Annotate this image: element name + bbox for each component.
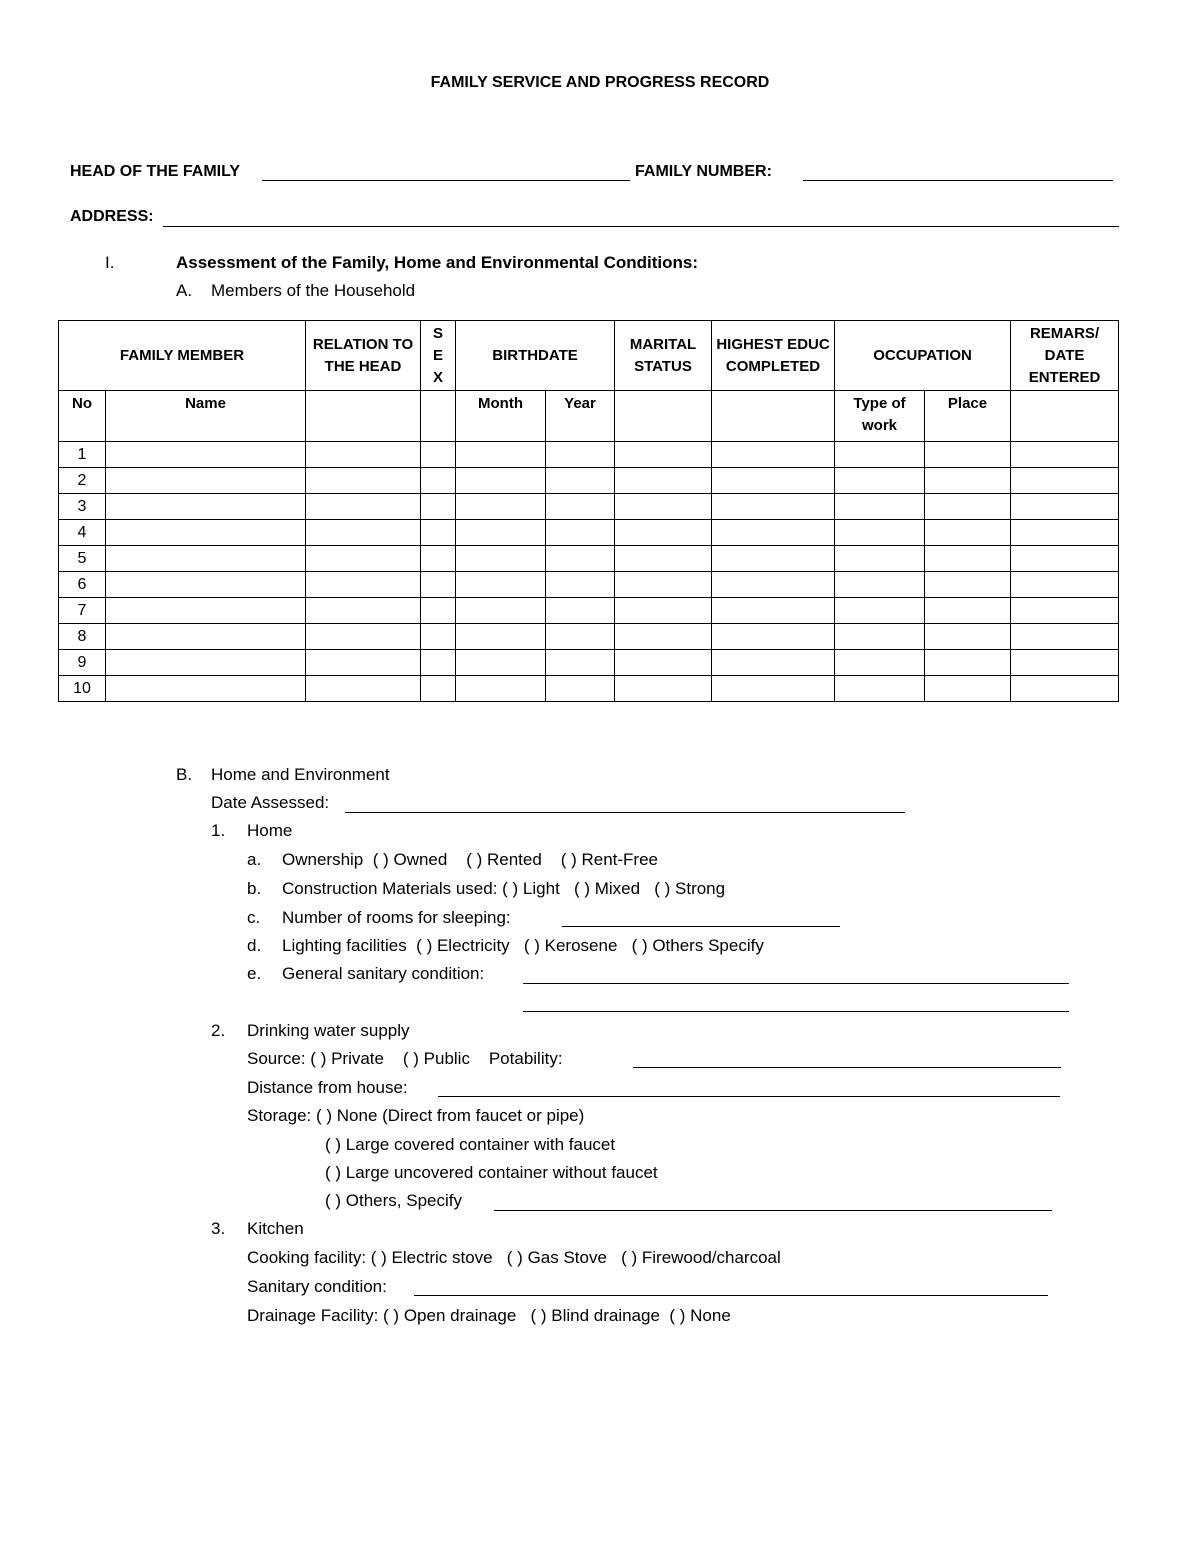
table-cell[interactable] — [615, 442, 712, 468]
table-cell[interactable] — [421, 468, 456, 494]
table-cell[interactable] — [456, 520, 546, 546]
table-cell[interactable] — [456, 494, 546, 520]
table-cell[interactable] — [456, 572, 546, 598]
table-cell[interactable] — [712, 468, 835, 494]
table-cell[interactable] — [456, 650, 546, 676]
table-cell[interactable] — [1011, 598, 1119, 624]
head-of-family-label: HEAD OF THE FAMILY — [70, 163, 241, 180]
table-cell[interactable] — [925, 546, 1011, 572]
table-cell[interactable] — [615, 624, 712, 650]
table-cell[interactable] — [106, 598, 306, 624]
sub-educ-blank — [712, 391, 835, 442]
table-cell[interactable] — [835, 494, 925, 520]
table-cell[interactable] — [835, 468, 925, 494]
table-cell[interactable] — [615, 650, 712, 676]
table-cell[interactable] — [1011, 624, 1119, 650]
water-number: 2. — [211, 1021, 226, 1040]
table-row — [59, 546, 1119, 572]
table-cell[interactable] — [421, 676, 456, 702]
table-cell[interactable] — [456, 624, 546, 650]
col-remarks: REMARS/ DATE ENTERED — [1011, 321, 1119, 391]
col-occupation: OCCUPATION — [835, 321, 1011, 391]
table-cell[interactable] — [712, 442, 835, 468]
table-cell[interactable] — [306, 520, 421, 546]
page-title: FAMILY SERVICE AND PROGRESS RECORD — [430, 74, 770, 91]
cooking-facility-options[interactable]: Cooking facility: ( ) Electric stove ( ) Gas Stove ( ) Firewood/charcoal — [247, 1248, 781, 1267]
sub-name: Name — [106, 391, 306, 442]
family-number-label: FAMILY NUMBER: — [635, 163, 772, 180]
table-cell[interactable] — [421, 546, 456, 572]
table-cell[interactable] — [421, 520, 456, 546]
table-cell[interactable] — [712, 546, 835, 572]
potability-field[interactable] — [633, 1067, 1061, 1068]
kitchen-label: Kitchen — [247, 1219, 304, 1238]
col-relation: RELATION TO THE HEAD — [306, 321, 421, 391]
table-row — [59, 494, 1119, 520]
rooms-label: Number of rooms for sleeping: — [282, 908, 511, 927]
table-cell[interactable] — [421, 572, 456, 598]
row-number: 7 — [59, 598, 106, 624]
sub-relation-blank — [306, 391, 421, 442]
col-family-member: FAMILY MEMBER — [59, 321, 306, 391]
rooms-field[interactable] — [562, 926, 840, 927]
table-row — [59, 650, 1119, 676]
table-cell[interactable] — [615, 494, 712, 520]
address-label: ADDRESS: — [70, 208, 154, 225]
table-cell[interactable] — [421, 624, 456, 650]
table-cell[interactable] — [1011, 442, 1119, 468]
table-cell[interactable] — [615, 598, 712, 624]
table-header-row — [59, 321, 1119, 391]
table-cell[interactable] — [615, 546, 712, 572]
table-cell[interactable] — [106, 442, 306, 468]
table-row — [59, 442, 1119, 468]
item-c-letter: c. — [247, 908, 261, 927]
table-cell[interactable] — [546, 650, 615, 676]
storage-others-field[interactable] — [494, 1210, 1052, 1211]
table-cell[interactable] — [1011, 650, 1119, 676]
table-cell[interactable] — [456, 676, 546, 702]
row-number: 2 — [59, 468, 106, 494]
section-b-label: Home and Environment — [211, 765, 390, 784]
storage-option-uncovered[interactable]: ( ) Large uncovered container without faucet — [325, 1163, 658, 1182]
storage-option-covered[interactable]: ( ) Large covered container with faucet — [325, 1135, 616, 1154]
table-cell[interactable] — [615, 520, 712, 546]
section-b-letter: B. — [176, 765, 193, 784]
table-cell[interactable] — [712, 520, 835, 546]
distance-field[interactable] — [438, 1096, 1060, 1097]
sub-month: Month — [456, 391, 546, 442]
table-cell[interactable] — [712, 598, 835, 624]
table-cell[interactable] — [306, 624, 421, 650]
date-assessed-label: Date Assessed: — [211, 793, 330, 812]
sanitary-condition-field-1[interactable] — [523, 983, 1069, 984]
household-members-table — [58, 320, 1119, 702]
table-cell[interactable] — [546, 572, 615, 598]
row-number: 1 — [59, 442, 106, 468]
table-cell[interactable] — [925, 468, 1011, 494]
table-cell[interactable] — [835, 546, 925, 572]
table-cell[interactable] — [106, 520, 306, 546]
item-e-letter: e. — [247, 964, 262, 983]
table-cell[interactable] — [1011, 546, 1119, 572]
row-number: 6 — [59, 572, 106, 598]
lighting-options[interactable]: Lighting facilities ( ) Electricity ( ) Kerosene ( ) Others Specify — [282, 936, 764, 955]
table-subheader-row — [59, 391, 1119, 442]
table-cell[interactable] — [106, 572, 306, 598]
sub-year: Year — [546, 391, 615, 442]
table-row — [59, 676, 1119, 702]
table-cell[interactable] — [835, 520, 925, 546]
table-cell[interactable] — [1011, 676, 1119, 702]
table-cell[interactable] — [1011, 572, 1119, 598]
table-cell[interactable] — [925, 598, 1011, 624]
row-number: 3 — [59, 494, 106, 520]
table-cell[interactable] — [835, 598, 925, 624]
sanitary-condition-field-2[interactable] — [523, 1011, 1069, 1012]
sub-sex-blank — [421, 391, 456, 442]
table-row — [59, 572, 1119, 598]
address-field[interactable] — [163, 226, 1119, 227]
sub-marital-blank — [615, 391, 712, 442]
table-cell[interactable] — [925, 650, 1011, 676]
table-cell[interactable] — [712, 494, 835, 520]
table-cell[interactable] — [615, 572, 712, 598]
storage-option-none[interactable]: Storage: ( ) None (Direct from faucet or pipe) — [247, 1106, 585, 1125]
table-cell[interactable] — [925, 494, 1011, 520]
table-cell[interactable] — [421, 650, 456, 676]
distance-label: Distance from house: — [247, 1078, 408, 1097]
family-number-field[interactable] — [803, 180, 1113, 181]
table-cell[interactable] — [306, 468, 421, 494]
table-cell[interactable] — [546, 598, 615, 624]
date-assessed-field[interactable] — [345, 812, 905, 813]
table-cell[interactable] — [421, 442, 456, 468]
table-cell[interactable] — [546, 676, 615, 702]
table-cell[interactable] — [106, 624, 306, 650]
table-row — [59, 520, 1119, 546]
kitchen-number: 3. — [211, 1219, 226, 1238]
sub-no: No — [59, 391, 106, 442]
kitchen-sanitary-field[interactable] — [414, 1295, 1048, 1296]
row-number: 4 — [59, 520, 106, 546]
table-cell[interactable] — [1011, 494, 1119, 520]
table-cell[interactable] — [925, 624, 1011, 650]
table-cell[interactable] — [106, 650, 306, 676]
row-number: 9 — [59, 650, 106, 676]
sub-remarks-blank — [1011, 391, 1119, 442]
item-a-letter: a. — [247, 850, 262, 869]
table-cell[interactable] — [546, 624, 615, 650]
table-cell[interactable] — [835, 572, 925, 598]
table-cell[interactable] — [306, 598, 421, 624]
item-b-letter: b. — [247, 879, 262, 898]
table-cell[interactable] — [615, 676, 712, 702]
table-cell[interactable] — [456, 442, 546, 468]
table-row — [59, 598, 1119, 624]
table-cell[interactable] — [546, 520, 615, 546]
table-cell[interactable] — [712, 572, 835, 598]
table-cell[interactable] — [306, 442, 421, 468]
ownership-options[interactable]: Ownership ( ) Owned ( ) Rented ( ) Rent-Free — [282, 850, 659, 869]
col-marital-status: MARITAL STATUS — [615, 321, 712, 391]
table-cell[interactable] — [546, 494, 615, 520]
table-cell[interactable] — [106, 546, 306, 572]
sub-type-of-work: Type of work — [835, 391, 925, 442]
table-row — [59, 624, 1119, 650]
table-cell[interactable] — [421, 598, 456, 624]
table-cell[interactable] — [1011, 468, 1119, 494]
head-of-family-field[interactable] — [262, 180, 630, 181]
col-sex: S E X — [421, 321, 456, 391]
col-birthdate: BIRTHDATE — [456, 321, 615, 391]
table-cell[interactable] — [456, 598, 546, 624]
table-cell[interactable] — [835, 676, 925, 702]
row-number: 8 — [59, 624, 106, 650]
drainage-facility-options[interactable]: Drainage Facility: ( ) Open drainage ( ) Blind drainage ( ) None — [247, 1306, 731, 1325]
table-cell[interactable] — [306, 546, 421, 572]
item-d-letter: d. — [247, 936, 262, 955]
table-cell[interactable] — [1011, 520, 1119, 546]
table-cell[interactable] — [306, 494, 421, 520]
table-cell[interactable] — [306, 676, 421, 702]
col-highest-educ: HIGHEST EDUC COMPLETED — [712, 321, 835, 391]
table-cell[interactable] — [712, 624, 835, 650]
construction-materials-options[interactable]: Construction Materials used: ( ) Light ( ) Mixed ( ) Strong — [282, 879, 726, 898]
table-cell[interactable] — [546, 468, 615, 494]
table-cell[interactable] — [835, 650, 925, 676]
home-number: 1. — [211, 821, 226, 840]
table-cell[interactable] — [925, 442, 1011, 468]
table-cell[interactable] — [712, 676, 835, 702]
table-cell[interactable] — [546, 546, 615, 572]
table-cell[interactable] — [925, 572, 1011, 598]
table-cell[interactable] — [835, 624, 925, 650]
table-cell[interactable] — [106, 676, 306, 702]
table-row — [59, 468, 1119, 494]
table-cell[interactable] — [456, 546, 546, 572]
home-label: Home — [247, 821, 293, 840]
table-cell[interactable] — [306, 650, 421, 676]
kitchen-sanitary-label: Sanitary condition: — [247, 1277, 387, 1296]
table-cell[interactable] — [712, 650, 835, 676]
water-label: Drinking water supply — [247, 1021, 410, 1040]
table-cell[interactable] — [925, 520, 1011, 546]
table-cell[interactable] — [306, 572, 421, 598]
section-numeral: I. — [105, 253, 115, 272]
subsection-a-label: Members of the Household — [211, 281, 416, 300]
sub-place: Place — [925, 391, 1011, 442]
section-heading: Assessment of the Family, Home and Environmental Conditions: — [176, 253, 699, 272]
subsection-a-letter: A. — [176, 281, 193, 300]
table-cell[interactable] — [925, 676, 1011, 702]
row-number: 5 — [59, 546, 106, 572]
table-cell[interactable] — [546, 442, 615, 468]
row-number: 10 — [59, 676, 106, 702]
water-source-options[interactable]: Source: ( ) Private ( ) Public Potability: — [247, 1049, 563, 1068]
table-cell[interactable] — [106, 494, 306, 520]
table-cell[interactable] — [106, 468, 306, 494]
table-cell[interactable] — [615, 468, 712, 494]
sanitary-condition-label: General sanitary condition: — [282, 964, 485, 983]
table-cell[interactable] — [456, 468, 546, 494]
table-cell[interactable] — [421, 494, 456, 520]
storage-option-others[interactable]: ( ) Others, Specify — [325, 1191, 462, 1210]
table-cell[interactable] — [835, 442, 925, 468]
